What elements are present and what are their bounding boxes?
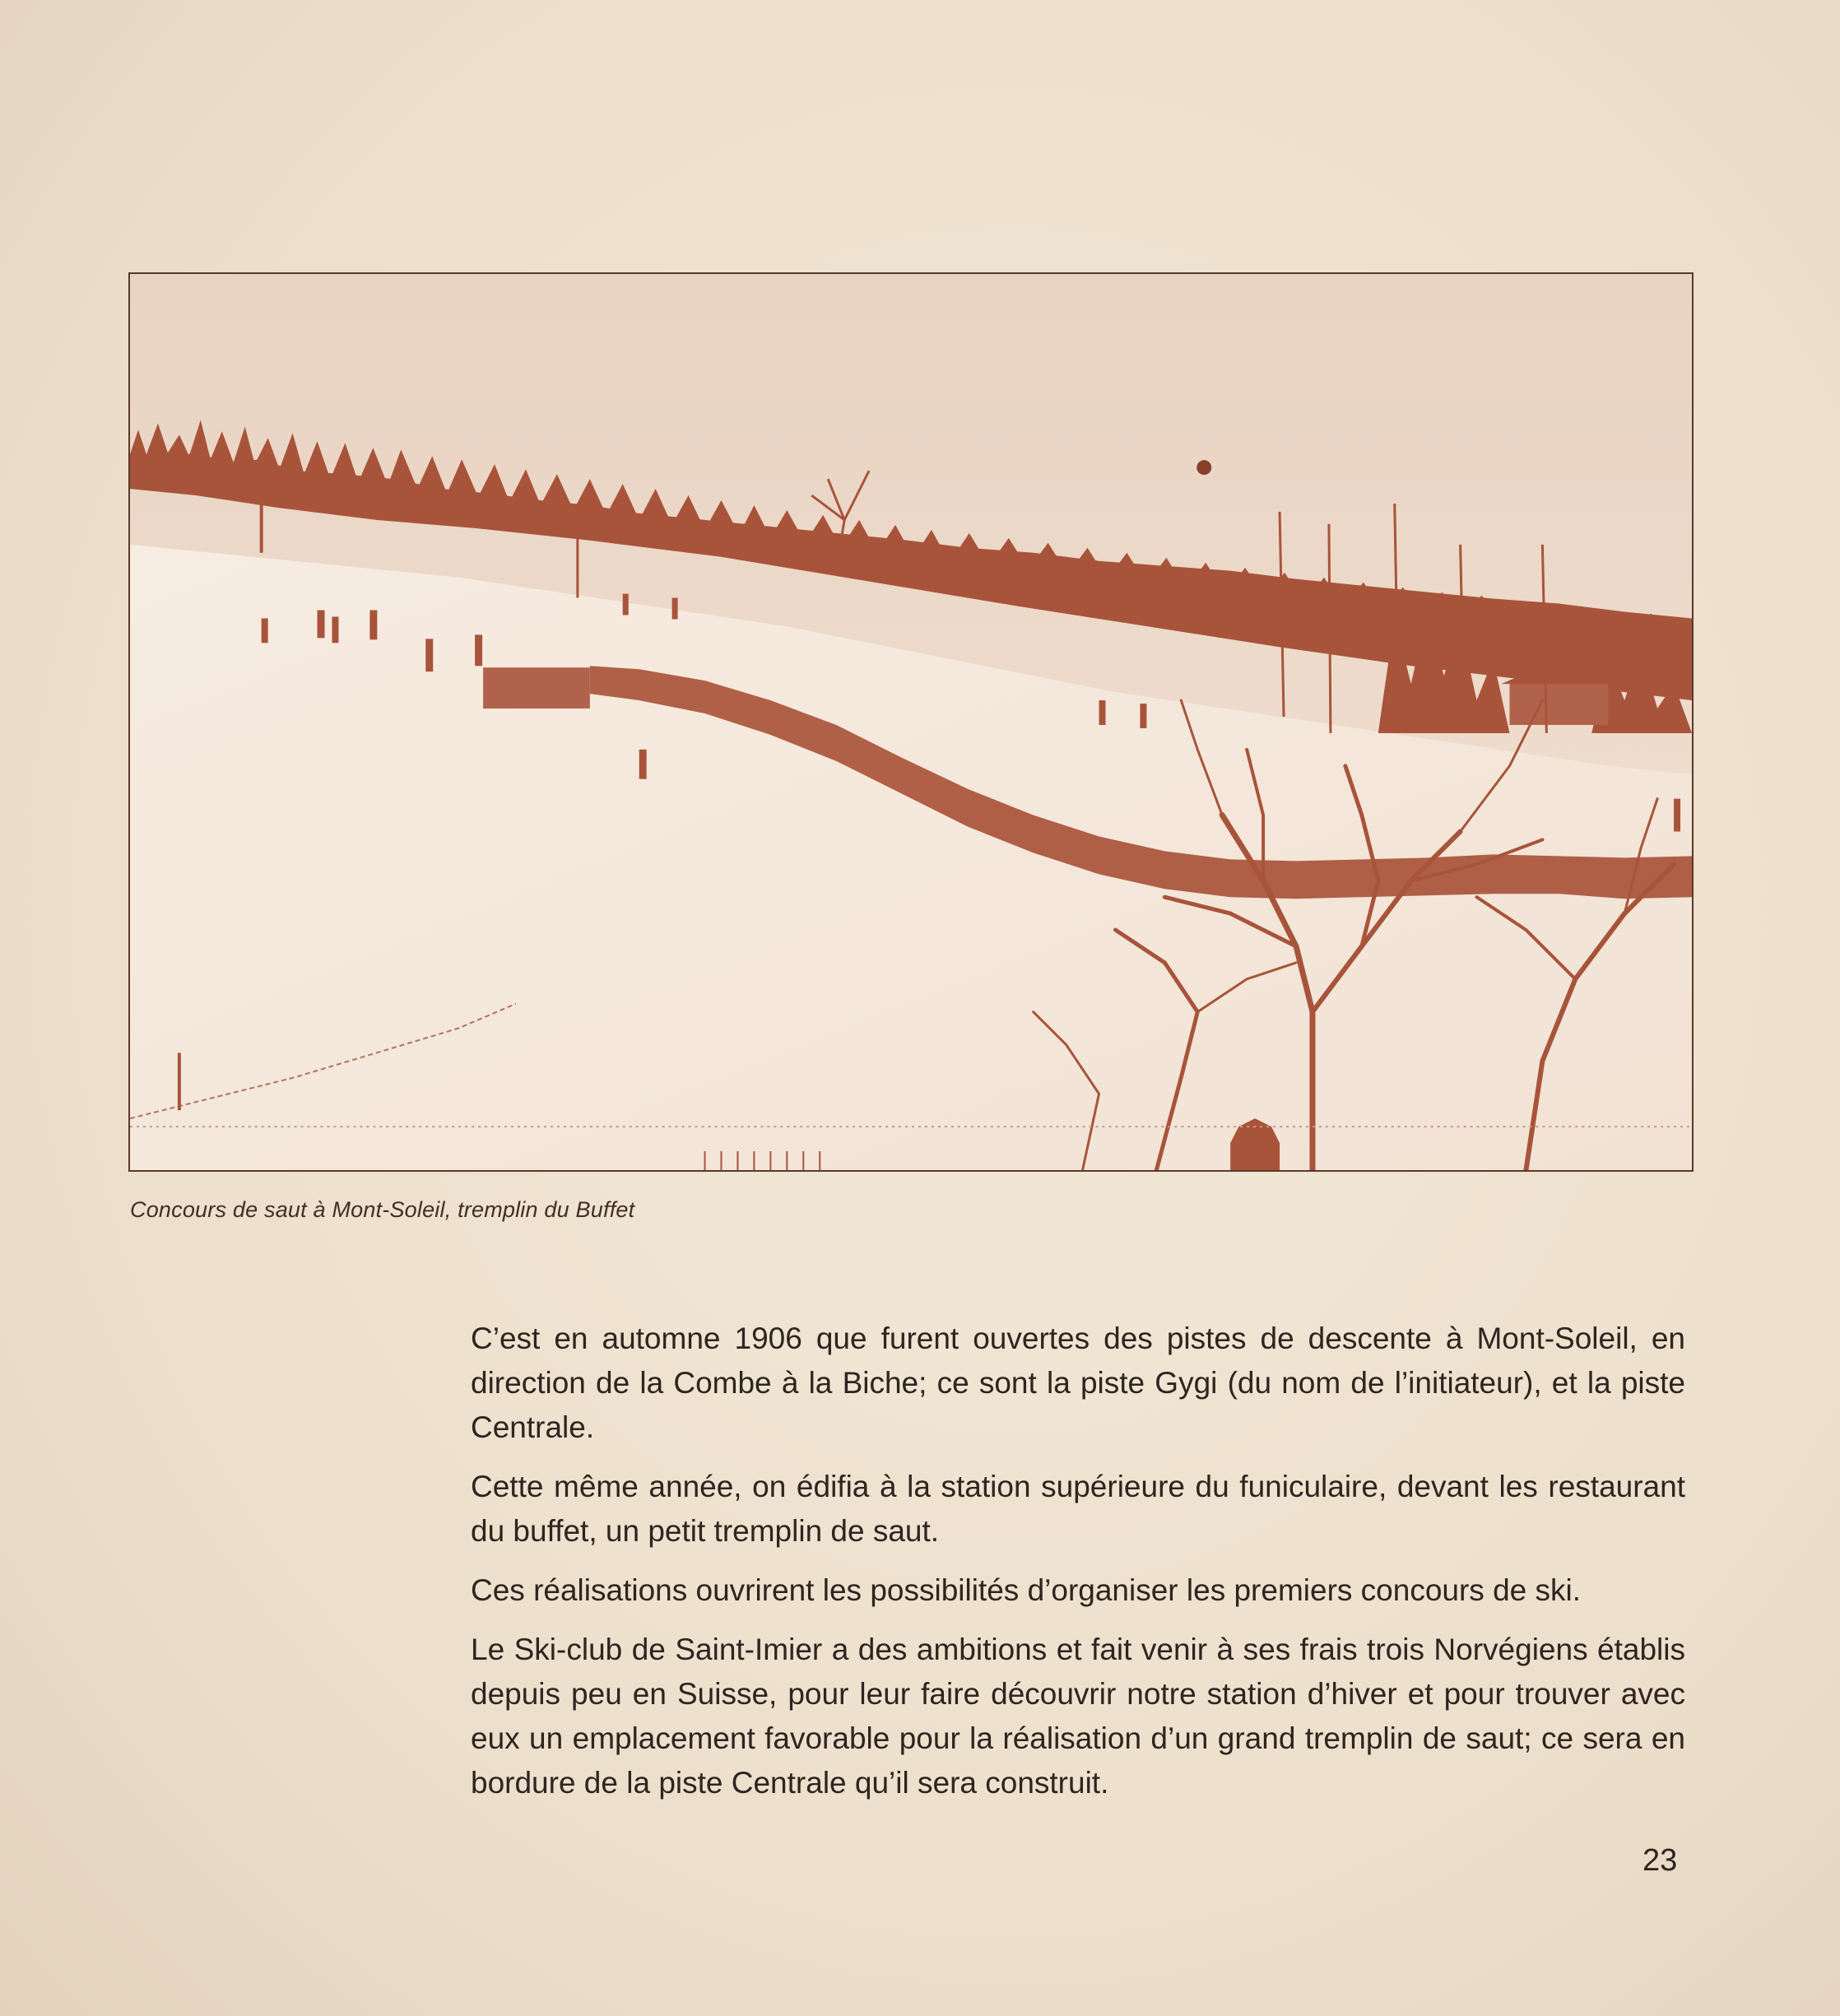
historical-photo bbox=[128, 272, 1694, 1172]
paragraph-1: C’est en automne 1906 que furent ouvertes des pistes de descente à Mont-Soleil, en direction de la Combe à la Biche; ce sont la piste Gygi (du nom de l’initiateur), et la piste Centrale. bbox=[471, 1322, 1685, 1444]
paragraph-3: Ces réalisations ouvrirent les possibilités d’organiser les premiers concours de ski. bbox=[471, 1573, 1582, 1607]
paragraph-4: Le Ski-club de Saint-Imier a des ambitions et fait venir à ses frais trois Norvégiens établis depuis peu en Suisse, pour leur faire découvrir notre station d’hiver et pour trouver avec eux un emplacement favorable pour la réalisation d’un grand tremplin de saut; ce sera en bordure de la piste Centrale qu’il sera construit. bbox=[471, 1633, 1685, 1800]
photo-caption: Concours de saut à Mont-Soleil, tremplin du Buffet bbox=[130, 1197, 635, 1222]
page-number: 23 bbox=[1643, 1843, 1678, 1878]
paragraph-2: Cette même année, on édifia à la station supérieure du funiculaire, devant les restaurant du buffet, un petit tremplin de saut. bbox=[471, 1470, 1685, 1548]
body-text bbox=[471, 1317, 1685, 1820]
photo-ski-jump-competition bbox=[130, 274, 1692, 1170]
